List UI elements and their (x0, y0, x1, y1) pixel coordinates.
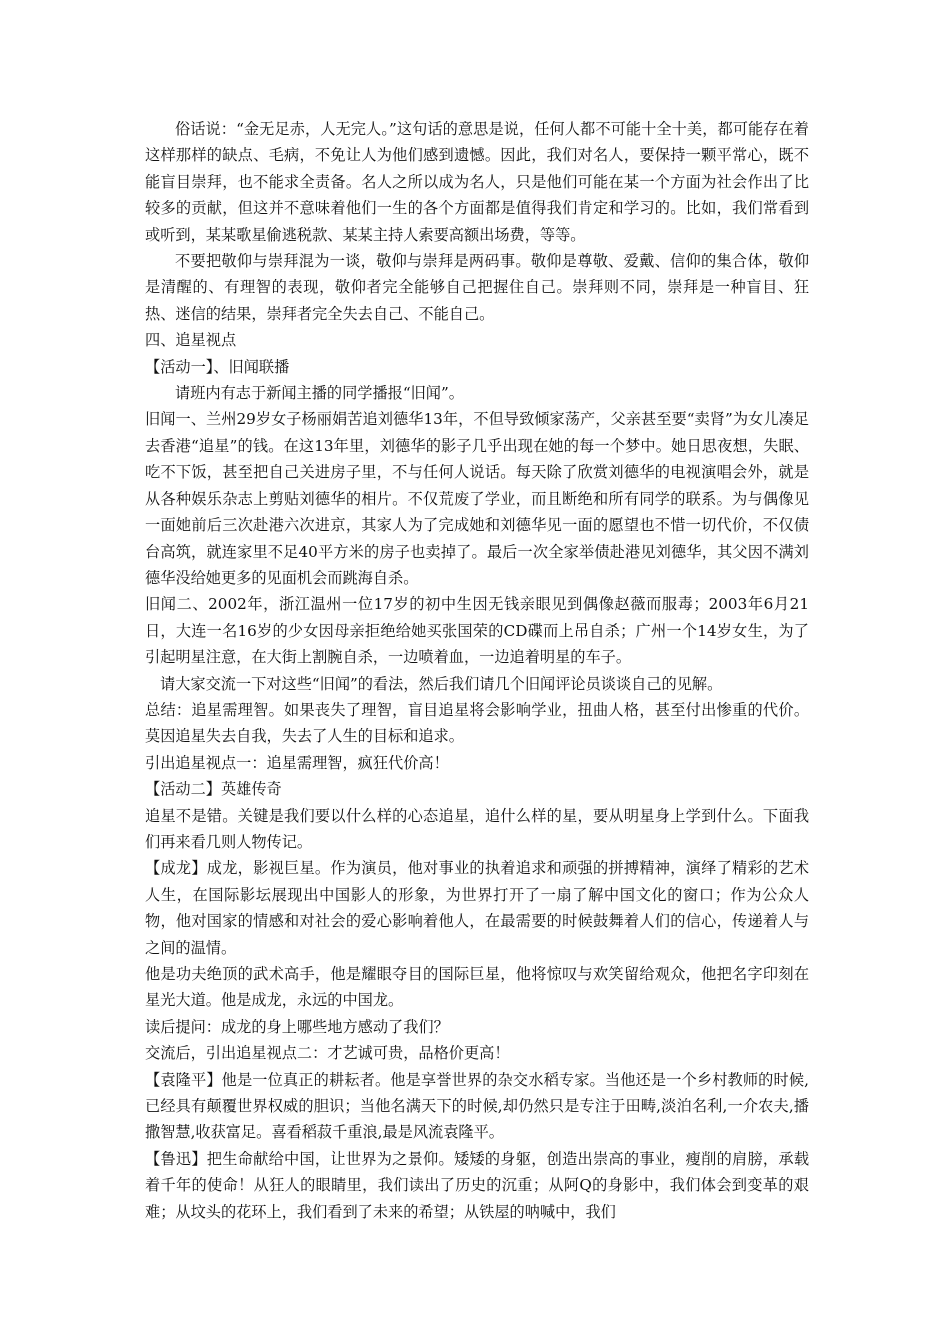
activity-heading-1: 【活动一】、旧闻联播 (145, 357, 290, 376)
section-heading: 四、追星视点 (145, 331, 237, 350)
paragraph-lu-xun: 【鲁迅】把生命献给中国，让世界为之景仰。矮矮的身躯，创造出崇高的事业，瘦削的肩膀，承载着千年的使命！从狂人的眼睛里，我们读出了历史的沉重；从阿Q的身影中，我们体会到变革的艰难；从坟头的花环上，我们看到了未来的希望；从铁屋的呐喊中，我们 (145, 1149, 809, 1221)
paragraph-question: 读后提问：成龙的身上哪些地方感动了我们？ (145, 1017, 449, 1036)
viewpoint-one: 引出追星视点一：追星需理智，疯狂代价高！ (145, 753, 449, 772)
paragraph-discussion: 请大家交流一下对这些“旧闻”的看法，然后我们请几个旧闻评论员谈谈自己的见解。 (160, 674, 723, 693)
paragraph-yuan-longping: 【袁隆平】他是一位真正的耕耘者。他是享誉世界的杂交水稻专家。当他还是一个乡村教师的时候,已经具有颠覆世界权威的胆识；当他名满天下的时候,却仍然只是专注于田畴,淡泊名利,一介农夫,播撒智慧,收获富足。喜看稻菽千重浪,最是风流袁隆平。 (145, 1070, 809, 1142)
viewpoint-two: 交流后，引出追星视点二：才艺诚可贵，品格价更高！ (145, 1044, 510, 1063)
document-body (145, 116, 809, 1225)
paragraph-instruction: 请班内有志于新闻主播的同学播报“旧闻”。 (175, 384, 464, 403)
paragraph-proverb: 俗话说：“金无足赤，人无完人。”这句话的意思是说，任何人都不可能十全十美，都可能存在着这样那样的缺点、毛病，不免让人为他们感到遗憾。因此，我们对名人，要保持一颗平常心，既不能盲目崇拜，也不能求全责备。名人之所以成为名人，只是他们可能在某一个方面为社会作出了比较多的贡献，但这并不意味着他们一生的各个方面都是值得我们肯定和学习的。比如，我们常看到或听到，某某歌星偷逃税款、某某主持人索要高额出场费，等等。 (145, 120, 809, 244)
paragraph-jackie-chan-2: 他是功夫绝顶的武术高手，他是耀眼夺目的国际巨星，他将惊叹与欢笑留给观众，他把名字印刻在星光大道。他是成龙，永远的中国龙。 (145, 965, 809, 1010)
paragraph-jackie-chan: 【成龙】成龙，影视巨星。作为演员，他对事业的执着追求和顽强的拼搏精神，演绎了精彩的艺术人生，在国际影坛展现出中国影人的形象，为世界打开了一扇了解中国文化的窗口；作为公众人物，他对国家的情感和对社会的爱心影响着他人，在最需要的时候鼓舞着人们的信心，传递着人与之间的温情。 (145, 859, 809, 957)
paragraph-intro-biographies: 追星不是错。关键是我们要以什么样的心态追星，追什么样的星，要从明星身上学到什么。下面我们再来看几则人物传记。 (145, 806, 809, 851)
paragraph-respect-vs-worship: 不要把敬仰与崇拜混为一谈，敬仰与崇拜是两码事。敬仰是尊敬、爱戴、信仰的集合体，敬仰是清醒的、有理智的表现，敬仰者完全能够自己把握住自己。崇拜则不同，崇拜是一种盲目、狂热、迷信的结果，崇拜者完全失去自己、不能自己。 (145, 252, 809, 323)
paragraph-summary: 总结：追星需理智。如果丧失了理智，盲目追星将会影响学业，扭曲人格，甚至付出惨重的代价。莫因追星失去自我，失去了人生的目标和追求。 (145, 700, 809, 746)
activity-heading-2: 【活动二】英雄传奇 (145, 780, 282, 799)
paragraph-old-news-1: 旧闻一、兰州29岁女子杨丽娟苦追刘德华13年，不但导致倾家荡产，父亲甚至要“卖肾”为女儿凑足去香港“追星”的钱。在这13年里，刘德华的影子几乎出现在她的每一个梦中。她日思夜想，失眠、吃不下饭，甚至把自己关进房子里，不与任何人说话。每天除了欣赏刘德华的电视演唱会外，就是从各种娱乐杂志上剪贴刘德华的相片。不仅荒废了学业，而且断绝和所有同学的联系。为与偶像见一面她前后三次赴港六次进京，其家人为了完成她和刘德华见一面的愿望也不惜一切代价，不仅债台高筑，就连家里不足40平方米的房子也卖掉了。最后一次全家举债赴港见刘德华，其父因不满刘德华没给她更多的见面机会而跳海自杀。 (145, 410, 809, 587)
paragraph-old-news-2: 旧闻二、2002年，浙江温州一位17岁的初中生因无钱亲眼见到偶像赵薇而服毒；2003年6月21日，大连一名16岁的少女因母亲拒绝给她买张国荣的CD碟而上吊自杀；广州一个14岁女生，为了引起明星注意，在大街上割腕自杀，一边喷着血，一边追着明星的车子。 (145, 595, 809, 667)
